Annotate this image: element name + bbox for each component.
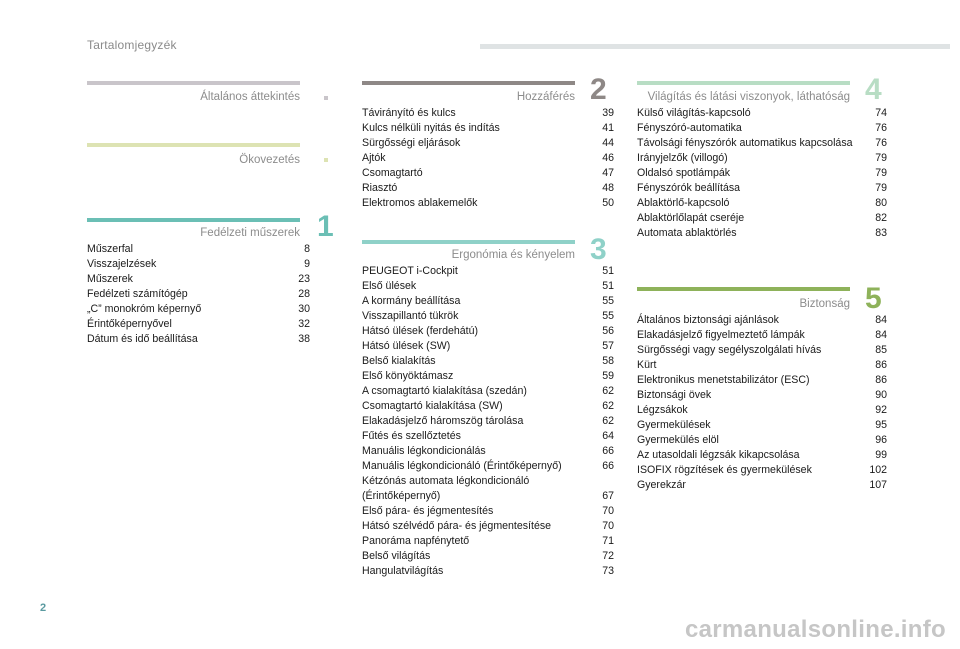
toc-entry-page: 32 <box>298 318 310 330</box>
toc-entry-title: Hátsó ülések (SW) <box>362 340 451 352</box>
toc-entry[interactable] <box>637 151 887 166</box>
toc-entry[interactable] <box>637 196 887 211</box>
toc-entry[interactable] <box>637 226 887 241</box>
toc-entry-title: Manuális légkondicionálás <box>362 445 486 457</box>
watermark: carmanualsonline.info <box>684 616 946 643</box>
toc-entry-title: Visszajelzések <box>87 258 157 270</box>
section-number: 5 <box>865 282 882 315</box>
toc-entry-title: Elakadásjelző háromszög tárolása <box>362 415 524 427</box>
toc-entry-title: Csomagtartó kialakítása (SW) <box>362 400 503 412</box>
toc-entry[interactable] <box>637 181 887 196</box>
toc-entry-title: Általános biztonsági ajánlások <box>637 314 779 326</box>
section-bar <box>362 81 575 85</box>
toc-entry-page: 73 <box>602 565 614 577</box>
toc-entry[interactable] <box>637 211 887 226</box>
toc-entry[interactable] <box>362 196 614 211</box>
toc-entry-title: Manuális légkondicionáló (Érintőképernyő) <box>362 460 562 472</box>
toc-entry-title: Ablaktörlőlapát cseréje <box>637 212 745 224</box>
toc-entry[interactable] <box>362 369 614 384</box>
toc-entry[interactable] <box>637 358 887 373</box>
toc-entry[interactable] <box>637 136 887 151</box>
toc-entry-page: 102 <box>869 464 887 476</box>
toc-entry-title: Irányjelzők (villogó) <box>637 152 728 164</box>
toc-entry-title: „C” monokróm képernyő <box>87 303 202 315</box>
toc-entry-page: 79 <box>875 167 887 179</box>
toc-entry[interactable] <box>362 264 614 279</box>
toc-entry[interactable] <box>362 106 614 121</box>
section-title[interactable]: Világítás és látási viszonyok, láthatóság <box>647 91 850 103</box>
toc-entry-page: 72 <box>602 550 614 562</box>
toc-entry-title: Elektromos ablakemelők <box>362 197 478 209</box>
toc-list <box>362 106 614 211</box>
toc-entry-page: 85 <box>875 344 887 356</box>
section-lighting <box>637 73 887 241</box>
toc-entry-page: 30 <box>298 303 310 315</box>
toc-entry[interactable] <box>362 444 614 459</box>
toc-entry-title: Kétzónás automata légkondicionáló (Érintőképernyő) <box>362 475 530 502</box>
toc-entry-page: 55 <box>602 295 614 307</box>
toc-entry[interactable] <box>87 287 310 302</box>
section-bar <box>637 81 850 85</box>
toc-entry-page: 62 <box>602 385 614 397</box>
toc-entry[interactable] <box>87 272 310 287</box>
toc-entry-page: 70 <box>602 505 614 517</box>
toc-entry-title: Sürgősségi eljárások <box>362 137 461 149</box>
toc-entry-page: 74 <box>875 107 887 119</box>
toc-list <box>637 313 887 493</box>
section-title[interactable]: Ökovezetés <box>239 154 300 166</box>
section-marker-dot <box>324 158 328 162</box>
toc-entry[interactable] <box>87 332 310 347</box>
toc-entry-page: 83 <box>875 227 887 239</box>
section-bar <box>362 240 575 244</box>
section-marker-dot <box>324 96 328 100</box>
toc-entry-page: 86 <box>875 359 887 371</box>
toc-entry-page: 28 <box>298 288 310 300</box>
toc-entry[interactable] <box>637 433 887 448</box>
toc-entry[interactable] <box>637 463 887 478</box>
toc-entry[interactable] <box>362 279 614 294</box>
page-number: 2 <box>40 602 47 614</box>
toc-entry[interactable] <box>637 388 887 403</box>
toc-list <box>637 106 887 241</box>
toc-entry[interactable] <box>637 106 887 121</box>
toc-entry-title: Műszerek <box>87 273 133 285</box>
toc-entry[interactable] <box>362 384 614 399</box>
toc-entry-page: 55 <box>602 310 614 322</box>
toc-entry[interactable] <box>637 478 887 493</box>
toc-entry-title: Első pára- és jégmentesítés <box>362 505 494 517</box>
section-title[interactable]: Hozzáférés <box>516 91 575 103</box>
toc-entry-title: Hangulatvilágítás <box>362 565 444 577</box>
toc-entry-title: Elektronikus menetstabilizátor (ESC) <box>637 374 810 386</box>
toc-entry-page: 23 <box>298 273 310 285</box>
toc-entry[interactable] <box>362 534 614 549</box>
toc-entry[interactable] <box>362 504 614 519</box>
section-title[interactable]: Ergonómia és kényelem <box>451 249 575 261</box>
toc-entry-title: Fényszóró-automatika <box>637 122 742 134</box>
toc-entry-page: 51 <box>602 265 614 277</box>
toc-entry-page: 92 <box>875 404 887 416</box>
toc-entry-title: Külső világítás-kapcsoló <box>637 107 751 119</box>
toc-entry-page: 44 <box>602 137 614 149</box>
toc-entry[interactable] <box>362 399 614 414</box>
toc-entry[interactable] <box>87 242 310 257</box>
toc-entry-page: 57 <box>602 340 614 352</box>
toc-entry[interactable] <box>362 339 614 354</box>
toc-entry-title: Távolsági fényszórók automatikus kapcsolása <box>637 137 853 149</box>
toc-entry-title: Gyerekzár <box>637 479 686 491</box>
section-bar <box>87 81 300 85</box>
toc-entry-page: 79 <box>875 152 887 164</box>
toc-entry-page: 96 <box>875 434 887 446</box>
section-general-overview[interactable] <box>87 81 300 104</box>
toc-entry-title: Gyermekülések <box>637 419 711 431</box>
section-number: 4 <box>865 73 882 106</box>
toc-entry-title: Fűtés és szellőztetés <box>362 430 461 442</box>
toc-entry-title: Sürgősségi vagy segélyszolgálati hívás <box>637 344 822 356</box>
toc-entry[interactable] <box>362 414 614 429</box>
toc-entry-page: 66 <box>602 445 614 457</box>
toc-entry-page: 79 <box>875 182 887 194</box>
toc-entry[interactable] <box>362 459 614 474</box>
toc-entry-title: Műszerfal <box>87 243 133 255</box>
toc-entry-title: Oldalsó spotlámpák <box>637 167 731 179</box>
toc-entry[interactable] <box>637 343 887 358</box>
toc-list <box>87 242 310 347</box>
page-title: Tartalomjegyzék <box>87 38 177 52</box>
toc-entry[interactable] <box>362 181 614 196</box>
toc-entry-title: Riasztó <box>362 182 398 194</box>
toc-entry-page: 51 <box>602 280 614 292</box>
toc-entry-title: Kürt <box>637 359 657 371</box>
toc-entry-page: 39 <box>602 107 614 119</box>
section-number: 1 <box>317 210 334 243</box>
toc-entry-page: 95 <box>875 419 887 431</box>
toc-entry[interactable] <box>362 549 614 564</box>
toc-entry[interactable] <box>362 121 614 136</box>
toc-entry-page: 70 <box>602 520 614 532</box>
toc-entry-page: 84 <box>875 329 887 341</box>
toc-entry-title: Visszapillantó tükrök <box>362 310 459 322</box>
toc-entry[interactable] <box>87 257 310 272</box>
toc-entry[interactable] <box>362 151 614 166</box>
toc-entry-page: 8 <box>304 243 310 255</box>
toc-entry-title: Első ülések <box>362 280 417 292</box>
toc-entry[interactable] <box>362 294 614 309</box>
toc-entry[interactable] <box>362 429 614 444</box>
toc-entry[interactable] <box>362 324 614 339</box>
section-title[interactable]: Biztonság <box>799 298 850 310</box>
toc-list <box>362 264 614 579</box>
toc-entry-page: 58 <box>602 355 614 367</box>
toc-entry-title: Ablaktörlő-kapcsoló <box>637 197 730 209</box>
toc-entry-page: 64 <box>602 430 614 442</box>
toc-entry[interactable] <box>637 373 887 388</box>
toc-entry-title: Belső világítás <box>362 550 431 562</box>
toc-entry-page: 46 <box>602 152 614 164</box>
section-dashboard <box>87 210 334 347</box>
toc-entry-title: PEUGEOT i-Cockpit <box>362 265 458 277</box>
toc-entry[interactable] <box>362 519 614 534</box>
section-eco-driving[interactable] <box>87 143 300 167</box>
toc-entry-title: Első könyöktámasz <box>362 370 454 382</box>
header-divider <box>480 44 950 49</box>
toc-entry[interactable] <box>362 309 614 324</box>
section-safety <box>637 282 887 493</box>
toc-entry-page: 76 <box>875 122 887 134</box>
section-number: 2 <box>590 73 607 106</box>
toc-entry-title: Kulcs nélküli nyitás és indítás <box>362 122 500 134</box>
section-title[interactable]: Általános áttekintés <box>200 91 300 103</box>
toc-entry[interactable] <box>637 121 887 136</box>
section-title[interactable]: Fedélzeti műszerek <box>200 227 300 239</box>
toc-entry-page: 76 <box>875 137 887 149</box>
toc-entry[interactable] <box>362 474 614 504</box>
toc-entry-page: 47 <box>602 167 614 179</box>
toc-entry-title: Belső kialakítás <box>362 355 436 367</box>
toc-entry-title: Automata ablaktörlés <box>637 227 737 239</box>
toc-entry-title: Elakadásjelző figyelmeztető lámpák <box>637 329 805 341</box>
section-access <box>362 73 614 211</box>
toc-entry[interactable] <box>362 166 614 181</box>
toc-entry[interactable] <box>637 166 887 181</box>
toc-entry-page: 59 <box>602 370 614 382</box>
toc-entry-page: 67 <box>602 490 614 502</box>
toc-entry-title: Légzsákok <box>637 404 688 416</box>
section-ergonomics <box>362 233 614 579</box>
toc-entry-title: Panoráma napfénytető <box>362 535 470 547</box>
toc-entry-page: 86 <box>875 374 887 386</box>
section-number: 3 <box>590 233 607 266</box>
toc-entry-page: 107 <box>869 479 887 491</box>
toc-entry[interactable] <box>637 403 887 418</box>
toc-entry-page: 66 <box>602 460 614 472</box>
toc-entry[interactable] <box>87 302 310 317</box>
toc-entry-title: Távirányító és kulcs <box>362 107 456 119</box>
toc-entry-title: Gyermekülés elöl <box>637 434 719 446</box>
section-bar <box>87 218 300 222</box>
toc-entry-page: 38 <box>298 333 310 345</box>
toc-entry-page: 71 <box>602 535 614 547</box>
toc-entry[interactable] <box>637 328 887 343</box>
toc-entry-page: 41 <box>602 122 614 134</box>
toc-entry-title: ISOFIX rögzítések és gyermekülések <box>637 464 812 476</box>
toc-entry[interactable] <box>637 418 887 433</box>
toc-entry-page: 80 <box>875 197 887 209</box>
section-bar <box>637 287 850 291</box>
toc-entry[interactable] <box>87 317 310 332</box>
toc-entry-page: 90 <box>875 389 887 401</box>
toc-entry-page: 99 <box>875 449 887 461</box>
toc-entry[interactable] <box>362 564 614 579</box>
toc-entry[interactable] <box>637 448 887 463</box>
toc-entry[interactable] <box>637 313 887 328</box>
toc-entry-title: Biztonsági övek <box>637 389 712 401</box>
toc-entry-title: A kormány beállítása <box>362 295 461 307</box>
toc-entry-title: Fényszórók beállítása <box>637 182 741 194</box>
toc-entry-page: 84 <box>875 314 887 326</box>
toc-entry-page: 62 <box>602 400 614 412</box>
toc-entry-title: Ajtók <box>362 152 386 164</box>
toc-entry-title: Hátsó szélvédő pára- és jégmentesítése <box>362 520 552 532</box>
toc-entry-title: A csomagtartó kialakítása (szedán) <box>362 385 527 397</box>
toc-entry[interactable] <box>362 354 614 369</box>
toc-entry[interactable] <box>362 136 614 151</box>
toc-entry-page: 62 <box>602 415 614 427</box>
toc-entry-page: 9 <box>304 258 310 270</box>
toc-entry-title: Az utasoldali légzsák kikapcsolása <box>637 449 800 461</box>
toc-entry-page: 50 <box>602 197 614 209</box>
toc-entry-page: 82 <box>875 212 887 224</box>
toc-entry-title: Csomagtartó <box>362 167 423 179</box>
section-bar <box>87 143 300 147</box>
toc-entry-title: Érintőképernyővel <box>87 318 172 330</box>
toc-entry-page: 56 <box>602 325 614 337</box>
toc-entry-title: Fedélzeti számítógép <box>87 288 188 300</box>
toc-entry-title: Hátsó ülések (ferdehátú) <box>362 325 479 337</box>
toc-entry-page: 48 <box>602 182 614 194</box>
toc-entry-title: Dátum és idő beállítása <box>87 333 198 345</box>
